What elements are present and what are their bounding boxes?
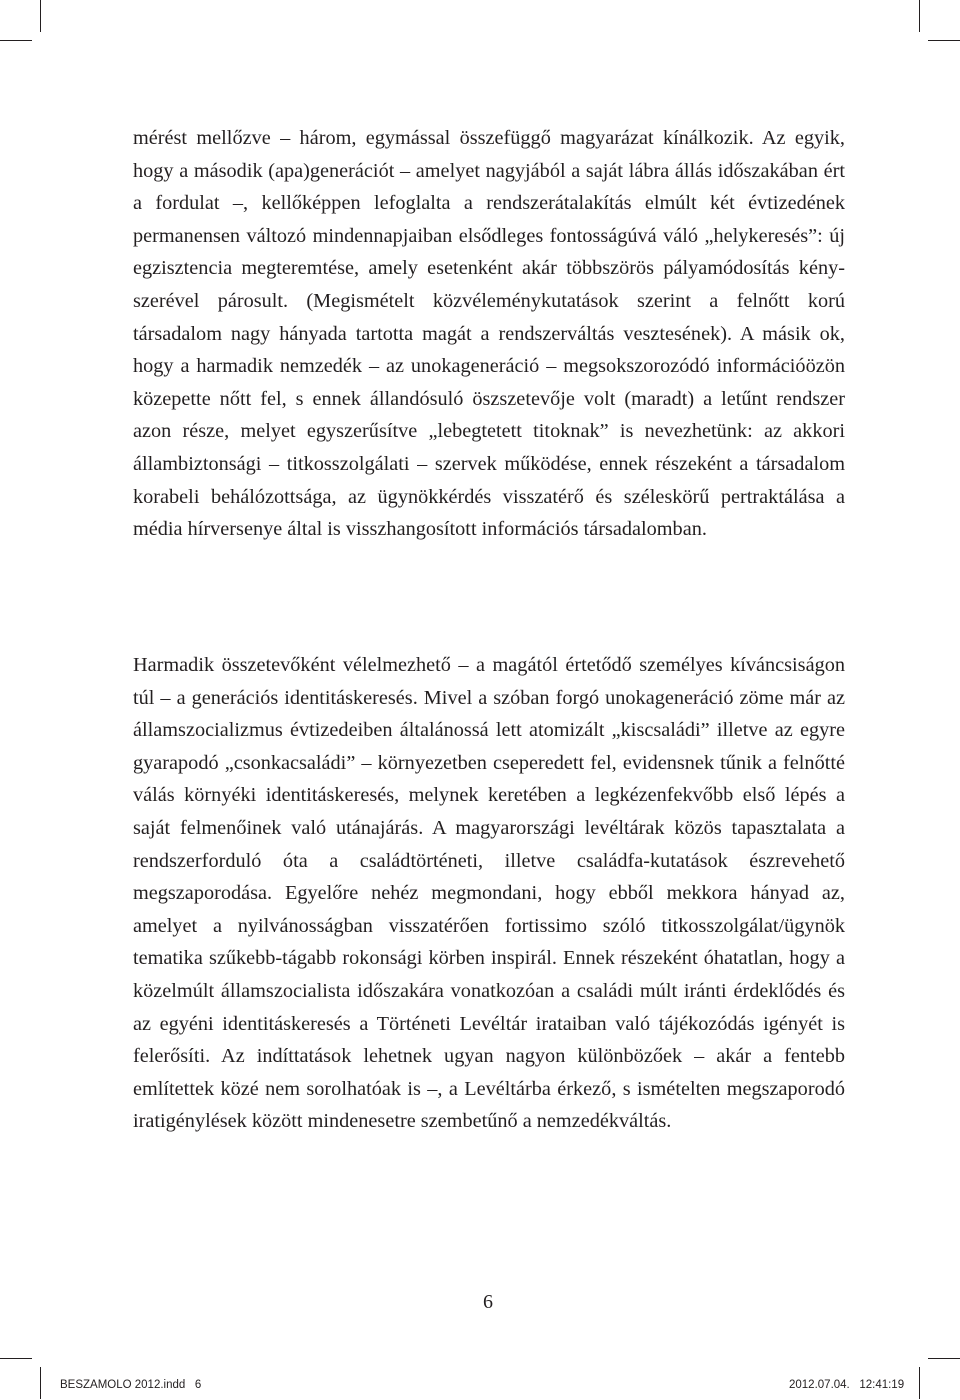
print-slug-filename: BESZAMOLO 2012.indd 6 (60, 1379, 202, 1391)
crop-mark-bottom-right-h (928, 1358, 960, 1359)
paragraph-2: Harmadik összetevőként vélelmezhető – a magától értetődő személyes kíváncsiságon túl – a generációs identitáskeresés. Mivel a szóban forgó unokageneráció zöme már az államszocializmus évtizedeiben általánossá lett atomizált „kiscsaládi” illetve az egyre gyarapodó „csonkacsaládi” – környezetben cseperedett fel, evidensnek tűnik a felnőtté válás környéki identitáskeresés, melynek keretében a legkézenfekvőbb első lépés a saját felmenőinek való utánajárás. A magyarországi levéltárak közös tapasztalata a rendszerforduló óta a családtörténeti, illetve családfa-kutatások észrevehető megszaporodása. Egyelőre nehéz megmondani, hogy ebből mekkora hányad az, amelyet a nyilvánosságban visszatérően fortissimo szóló titkosszolgálat/ügynök tematika szűkebb-tágabb rokonsági körben inspirál. Ennek részeként óhatatlan, hogy a közelmúlt államszocialista időszakára vonatkozóan a családi múlt iránti érdeklődés és az egyéni identitáskeresés a Történeti Levéltár irataiban való tájékozódás igényét is felerősíti. Az indíttatások lehetnek ugyan nagyon különbözőek – akár a fentebb említettek közé nem sorolhatóak is –, a Levéltárba érkező, s ismételten megszaporodó iratigénylések között mindenesetre szembetűnő a nemzedékváltás. (133, 654, 845, 1133)
crop-mark-top-left-h (0, 40, 32, 41)
page-number: 6 (483, 1291, 493, 1313)
paragraph-1: mérést mellőzve – három, egymással összefüggő magyarázat kínálkozik. Az egyik, hogy a második (apa)generációt – amelyet nagyjából a saját lábra állás időszakában ért a fordulat –, kellőképpen lefoglalta a rendszerátalakítás elmúlt két évtizedének permanensen változó mindennapjaiban elsődleges fontosságúvá váló „helykeresés”: új egzisztencia megteremtése, amely esetenként akár többszörös pályamódosítás kényszerével párosult. (Megismételt közvéleménykutatások szerint a felnőtt korú társadalom nagy hányada tartotta magát a rendszerváltás vesztesének). A másik ok, hogy a harmadik nemzedék – az unokageneráció – megsokszorozódó információözön közepette nőtt fel, s ennek állandósuló öszszetevője volt (maradt) a letűnt rendszer azon része, melyet egyszerűsítve „lebegtetett titoknak” is nevezhetünk: az akkori állambiztonsági – titkosszolgálati – szervek működése, ennek részeként a társadalom korabeli behálózottsága, az ügynökkérdés visszatérő és széleskörű pertraktálása a média hírversenye által is visszhangosított információs társadalomban. (133, 127, 845, 541)
print-slug-datetime: 2012.07.04. 12:41:19 (789, 1379, 905, 1391)
crop-mark-top-right (919, 0, 920, 32)
crop-mark-bottom-left (40, 1367, 41, 1399)
crop-mark-bottom-right (919, 1367, 920, 1399)
crop-mark-top-right-h (928, 40, 960, 41)
crop-mark-bottom-left-h (0, 1358, 32, 1359)
crop-mark-top-left (40, 0, 41, 32)
